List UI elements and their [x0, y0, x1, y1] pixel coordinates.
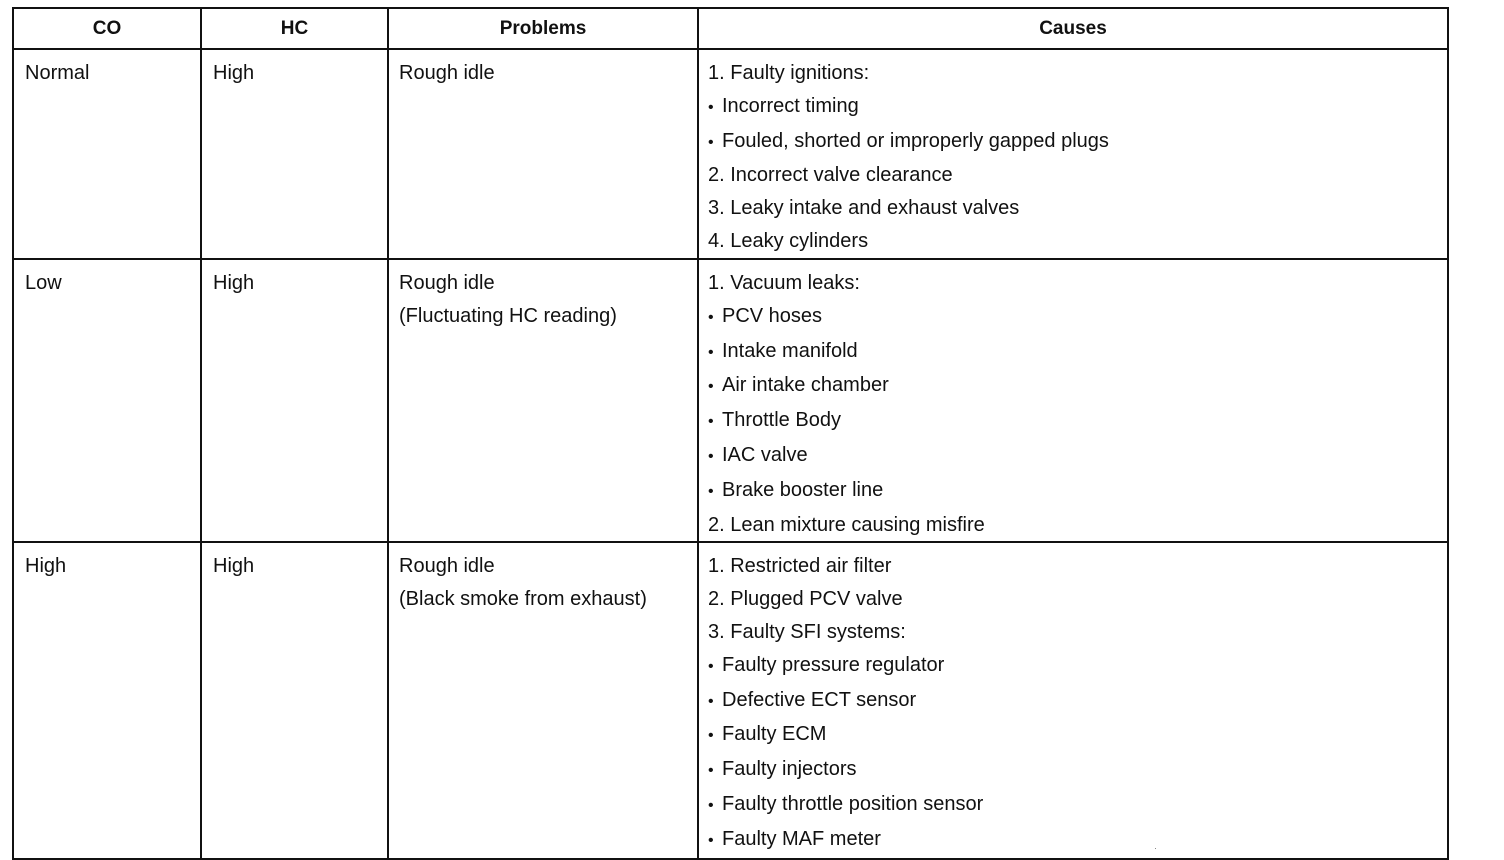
problem-list [389, 50, 697, 90]
table-row [13, 542, 1448, 858]
problem-list [389, 543, 697, 615]
co-cell [13, 542, 201, 858]
problem-line: (Black smoke from exhaust) [399, 587, 647, 610]
hc-cell [201, 259, 388, 542]
cause-subitem: • Brake booster line [708, 474, 1447, 509]
cause-list [699, 260, 1447, 541]
cause-item: 1. Vacuum leaks: [708, 272, 860, 294]
scan-speck [1155, 848, 1156, 849]
cause-subitem: • Defective ECT sensor [708, 684, 1447, 719]
cause-item: 1. Restricted air filter [708, 555, 892, 578]
table-row [13, 259, 1448, 542]
cause-item: 3. Faulty SFI systems: [708, 620, 906, 643]
cause-subitem: • Incorrect timing [708, 90, 1447, 125]
hc-value: High [213, 62, 255, 84]
cause-subitem: • Faulty pressure regulator [708, 649, 1447, 684]
header-co: CO [13, 8, 201, 49]
problem-line: Rough idle [399, 555, 495, 578]
cause-item: 1. Faulty ignitions: [708, 62, 870, 84]
cause-item: 3. Leaky intake and exhaust valves [708, 197, 1020, 220]
cause-list [699, 50, 1447, 258]
header-problems: Problems [388, 8, 698, 49]
problems-cell [388, 49, 698, 259]
cause-subitem: • IAC valve [708, 439, 1447, 474]
causes-cell [698, 542, 1448, 858]
cause-subitem: • Faulty MAF meter [708, 823, 1447, 858]
cause-subitem: • Faulty throttle position sensor [708, 788, 1447, 823]
cause-subitem: • Throttle Body [708, 404, 1447, 439]
problem-line: (Fluctuating HC reading) [399, 304, 617, 327]
cause-item: 2. Plugged PCV valve [708, 588, 903, 611]
problem-line: Rough idle [399, 62, 495, 84]
table-row [13, 49, 1448, 259]
cause-item: 4. Leaky cylinders [708, 229, 869, 252]
cause-subitem: • Faulty ECM [708, 718, 1447, 753]
header-causes: Causes [698, 8, 1448, 49]
hc-value: High [213, 555, 255, 578]
co-value: High [25, 555, 67, 578]
hc-cell [201, 49, 388, 259]
problem-list [389, 260, 697, 332]
causes-cell [698, 49, 1448, 259]
cause-subitem: • Air intake chamber [708, 369, 1447, 404]
cause-item: 2. Incorrect valve clearance [708, 164, 953, 187]
hc-cell [201, 542, 388, 858]
cause-subitem: • Fouled, shorted or improperly gapped plugs [708, 125, 1447, 160]
co-cell [13, 49, 201, 259]
header-hc: HC [201, 8, 388, 49]
co-hc-diagnosis-table [12, 7, 1449, 860]
hc-value: High [213, 272, 255, 294]
problems-cell [388, 259, 698, 542]
cause-subitem: • Faulty injectors [708, 753, 1447, 788]
problems-cell [388, 542, 698, 858]
co-value: Normal [25, 62, 90, 84]
cause-item: 2. Lean mixture causing misfire [708, 513, 985, 536]
co-cell [13, 259, 201, 542]
cause-list [699, 543, 1447, 857]
header-row [13, 8, 1448, 49]
cause-subitem: • Intake manifold [708, 335, 1447, 370]
causes-cell [698, 259, 1448, 542]
co-value: Low [25, 272, 62, 294]
problem-line: Rough idle [399, 272, 495, 294]
cause-subitem: • PCV hoses [708, 300, 1447, 335]
